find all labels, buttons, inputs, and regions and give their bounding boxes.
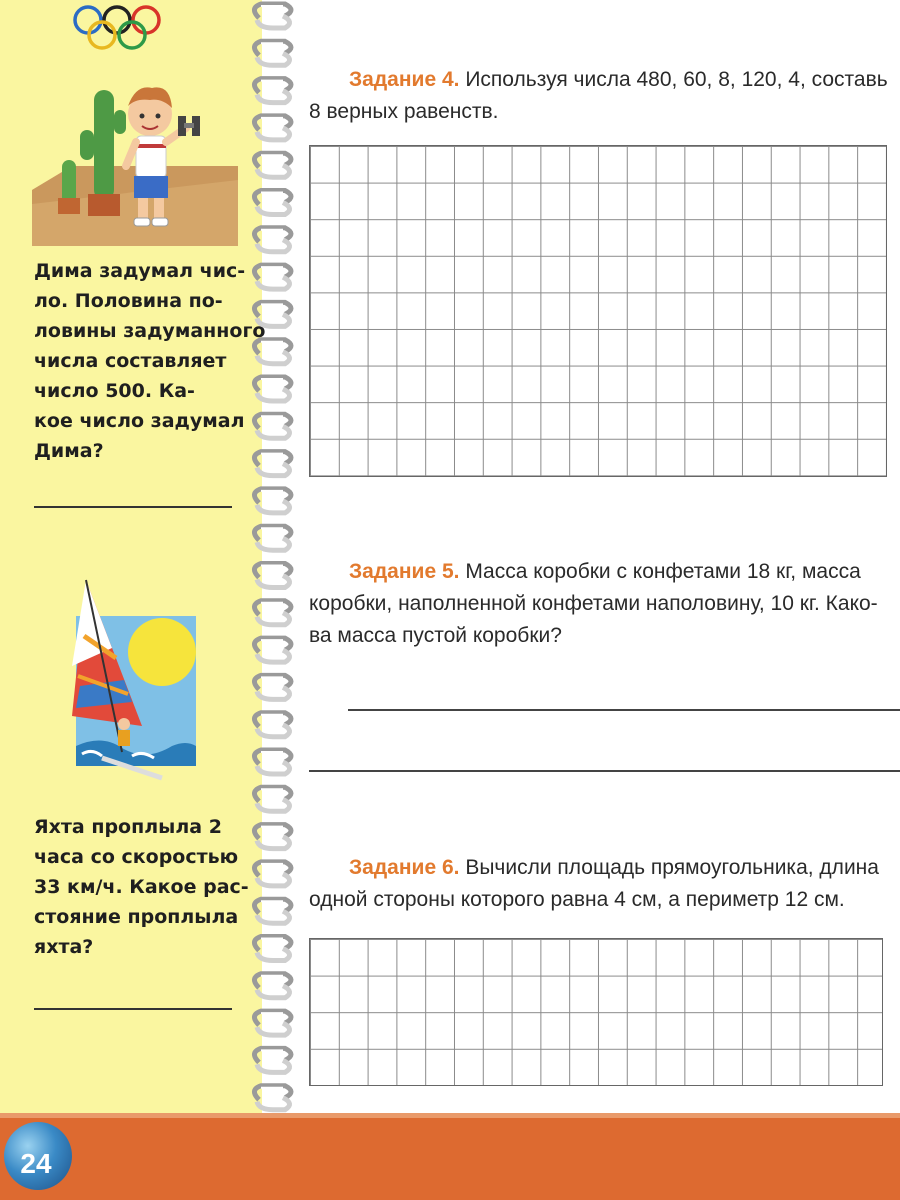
binding-ring [254,675,291,699]
binding-ring [254,899,291,923]
binding-ring [254,340,291,364]
binding-ring [254,79,291,103]
binding-ring [254,974,291,998]
task-4-line-1 [309,64,900,96]
page-number: 24 [20,1148,52,1179]
binding-ring [254,489,291,513]
binding-ring [254,377,291,401]
puzzle-2-line: 33 км/ч. Какое рас- [34,876,249,898]
puzzle-2-text [34,812,249,962]
binding-ring [254,1011,291,1035]
task-4-label: Задание 4. [349,68,460,91]
task-6-text-1: Вычисли площадь прямоугольника, длина [465,856,879,879]
binding-ring [254,750,291,774]
task-4-text-1: Используя числа 480, 60, 8, 120, 4, составь [465,68,888,91]
binding-ring [254,414,291,438]
task-5-label: Задание 5. [349,560,460,583]
task-6-line-1 [309,852,900,884]
puzzle-1-line: ло. Половина по- [34,290,223,312]
task-5-line-1 [309,556,900,588]
puzzle-1-text [34,256,266,466]
task-5 [309,556,900,652]
binding-ring [254,825,291,849]
binding-ring [254,302,291,326]
binding-ring [254,1048,291,1072]
binding-ring [254,638,291,662]
binding-ring [254,1086,291,1110]
puzzle-2-line: яхта? [34,936,94,958]
binding-ring [254,787,291,811]
puzzle-1-line: Дима задумал чис- [34,260,246,282]
task-5-answer-line-1[interactable] [348,709,900,711]
task-5-text-1: Масса коробки с конфетами 18 кг, масса [465,560,861,583]
task-6-text-2: одной стороны которого равна 4 см, а периметр 12 см. [309,888,845,911]
binding-ring [254,4,291,28]
puzzle-1-answer-line[interactable] [34,506,232,508]
binding-ring [254,564,291,588]
task-6 [309,852,900,916]
binding-ring [254,265,291,289]
puzzle-2-line: часа со скоростью [34,846,239,868]
puzzle-2-answer-line[interactable] [34,1008,232,1010]
binding-ring [254,862,291,886]
puzzle-1-line: кое число задумал [34,410,245,432]
task-6-label: Задание 6. [349,856,460,879]
windsurfer-illustration [62,576,202,798]
binding-ring [254,526,291,550]
task-4-text-2: 8 верных равенств. [309,100,499,123]
task-5-text-2: коробки, наполненной конфетами наполовину, 10 кг. Како- [309,592,878,615]
task-4-answer-grid[interactable] [309,145,887,477]
task-5-text-3: ва масса пустой коробки? [309,624,562,647]
puzzle-2-line: стояние проплыла [34,906,239,928]
task-4 [309,64,900,128]
binding-ring [254,601,291,625]
binding-ring [254,713,291,737]
binding-ring [254,191,291,215]
puzzle-2-line: Яхта проплыла 2 [34,816,222,838]
binding-ring [254,452,291,476]
puzzle-1-line: Дима? [34,440,104,462]
binding-ring [254,116,291,140]
binding-ring [254,937,291,961]
task-5-answer-line-2[interactable] [309,770,900,772]
puzzle-1-line: числа составляет [34,350,227,372]
sidebar [0,0,266,1118]
olympic-rings-icon [72,2,162,58]
binding-ring [254,41,291,65]
boy-with-dumbbell-illustration [32,70,238,246]
binding-ring [254,153,291,177]
footer-bar [0,1118,900,1200]
spiral-binding-rings [245,0,305,1140]
puzzle-1-line: число 500. Ка- [34,380,195,402]
binding-ring [254,228,291,252]
task-6-answer-grid[interactable] [309,938,883,1086]
puzzle-1-line: ловины задуманного [34,320,266,342]
